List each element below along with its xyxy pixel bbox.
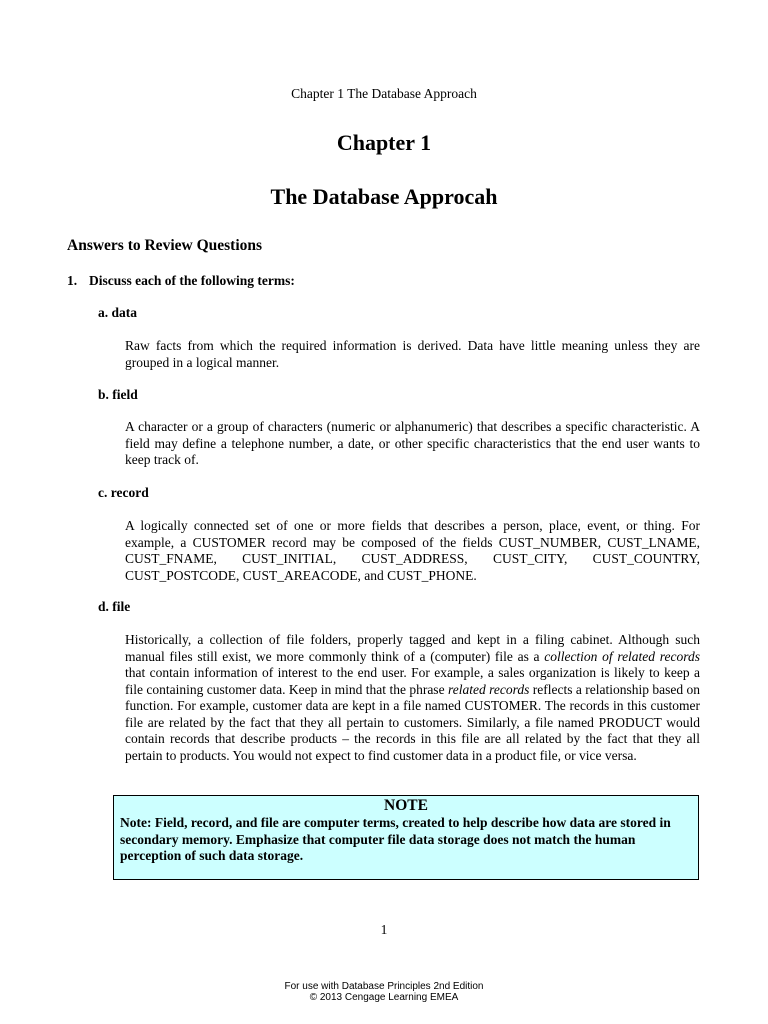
page-number: 1 xyxy=(380,922,388,937)
section-heading: Answers to Review Questions xyxy=(67,237,263,254)
term-definition-data xyxy=(125,338,700,371)
definition-text: A logically connected set of one or more fields that describes a person, place, event, or thing. For example, a CUSTOMER record may be composed of the fields CUST_NUMBER, CUST_LNAME, CUST_FNAME, CUST_INITIAL, CUST_ADDRESS, CUST_CITY, CUST_COUNTRY, CUST_POSTCODE, CUST_AREACODE, and CUST_PHONE. xyxy=(125,518,700,583)
term-label-record: c. record xyxy=(98,485,149,500)
term-definition-record xyxy=(125,518,700,584)
emphasis-text: related records xyxy=(447,681,530,697)
term-definition-field xyxy=(125,419,700,469)
question-text: Discuss each of the following terms: xyxy=(89,273,295,288)
note-title: NOTE xyxy=(384,797,428,814)
term-label-field: b. field xyxy=(98,387,138,402)
term-label-file: d. file xyxy=(98,599,131,614)
note-box xyxy=(113,795,699,880)
footer xyxy=(0,981,768,1003)
question-1 xyxy=(67,273,295,289)
footer-line-1: For use with Database Principles 2nd Edition xyxy=(284,981,484,992)
definition-text: that contain information of interest to the end user. For example, a sales organization is likely to keep a file containing customer data. Keep in mind that the phrase xyxy=(125,665,700,697)
footer-line-2: © 2013 Cengage Learning EMEA xyxy=(309,992,459,1003)
definition-text: Historically, a collection of file folders, properly tagged and kept in a filing cabinet. Although such manual files still exist, we more commonly think of a (computer) file as a xyxy=(125,632,700,664)
chapter-number: Chapter 1 xyxy=(336,130,432,155)
emphasis-text: collection of related records xyxy=(544,648,700,664)
definition-text: A character or a group of characters (numeric or alphanumeric) that describes a specific characteristic. A field may define a telephone number, a date, or other specific characteristics that the end user wants to keep track of. xyxy=(125,419,700,467)
chapter-title: The Database Approcah xyxy=(270,184,498,209)
definition-text: reflects a relationship based on function. For example, customer data are kept in a file named CUSTOMER. The records in this customer file are related by the fact that they all pertain to customers. Similarly, a file named PRODUCT would contain records that describe products – the records in this file are all related by the fact that they all pertain to products. You would not expect to find customer data in a product file, or vice versa. xyxy=(125,681,700,763)
note-text: Note: Field, record, and file are computer terms, created to help describe how data are stored in secondary memory. Emphasize that computer file data storage does not match the human perception of such data storage. xyxy=(120,815,671,863)
definition-text: Raw facts from which the required information is derived. Data have little meaning unless they are grouped in a logical manner. xyxy=(125,338,700,370)
question-number: 1. xyxy=(67,273,78,288)
running-header: Chapter 1 The Database Approach xyxy=(291,86,477,101)
term-label-data: a. data xyxy=(98,305,138,320)
term-definition-file xyxy=(125,632,700,764)
